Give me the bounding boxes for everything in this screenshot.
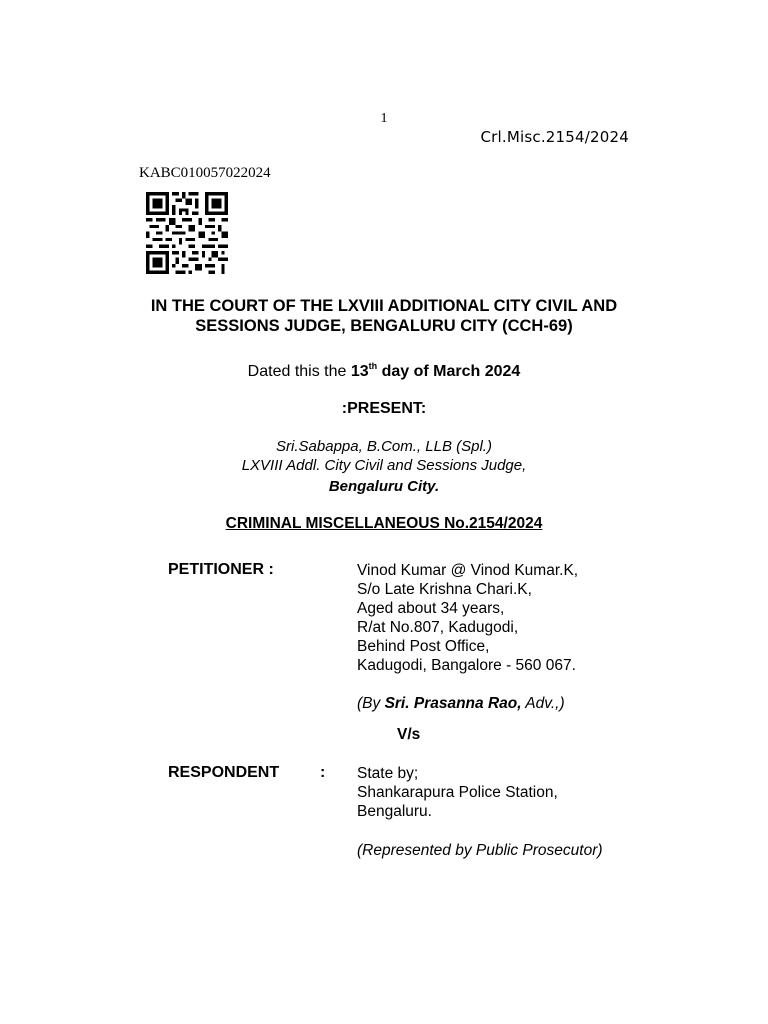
court-title [0,296,768,336]
date-line [0,361,768,381]
address-line: Shankarapura Police Station, [357,784,558,801]
qr-code [146,192,228,274]
present-heading: :PRESENT: [341,400,427,417]
court-title-line-1: IN THE COURT OF THE LXVIII ADDITIONAL CITY CIVIL AND [150,297,618,315]
respondent-representation: (Represented by Public Prosecutor) [357,842,603,859]
date-prefix: Dated this the [247,363,351,380]
address-line: Behind Post Office, [357,638,490,655]
case-number-header: Crl.Misc.2154/2024 [480,128,629,146]
address-line: R/at No.807, Kadugodi, [357,619,519,636]
petitioner-counsel: (By Sri. Prasanna Rao, Adv.,) [357,695,565,712]
page-number: 1 [380,111,388,126]
date-day: 13th day of March 2024 [350,361,521,380]
judge-designation: LXVIII Addl. City Civil and Sessions Judge, [241,457,527,474]
court-title-line-2: SESSIONS JUDGE, BENGALURU CITY (CCH-69) [195,317,573,335]
respondent-label: RESPONDENT [168,764,280,781]
judge-name: Sri.Sabappa, B.Com., LLB (Spl.) [276,438,492,455]
case-heading: CRIMINAL MISCELLANEOUS No.2154/2024 [225,515,543,532]
versus-label: V/s [397,726,421,743]
respondent-colon: : [320,764,326,781]
address-line: Kadugodi, Bangalore - 560 067. [357,657,576,674]
petitioner-address [357,561,578,675]
address-line: Aged about 34 years, [357,600,505,617]
counsel-name: Sri. Prasanna Rao, [384,695,522,712]
address-line: State by; [357,765,419,782]
address-line: Bengaluru. [357,803,432,820]
cnr-number: KABC010057022024 [139,165,271,181]
address-line: S/o Late Krishna Chari.K, [357,581,532,598]
address-line: Vinod Kumar @ Vinod Kumar.K, [357,562,579,579]
respondent-address [357,764,558,821]
judge-place: Bengaluru City. [328,478,440,495]
petitioner-label: PETITIONER : [168,561,274,578]
